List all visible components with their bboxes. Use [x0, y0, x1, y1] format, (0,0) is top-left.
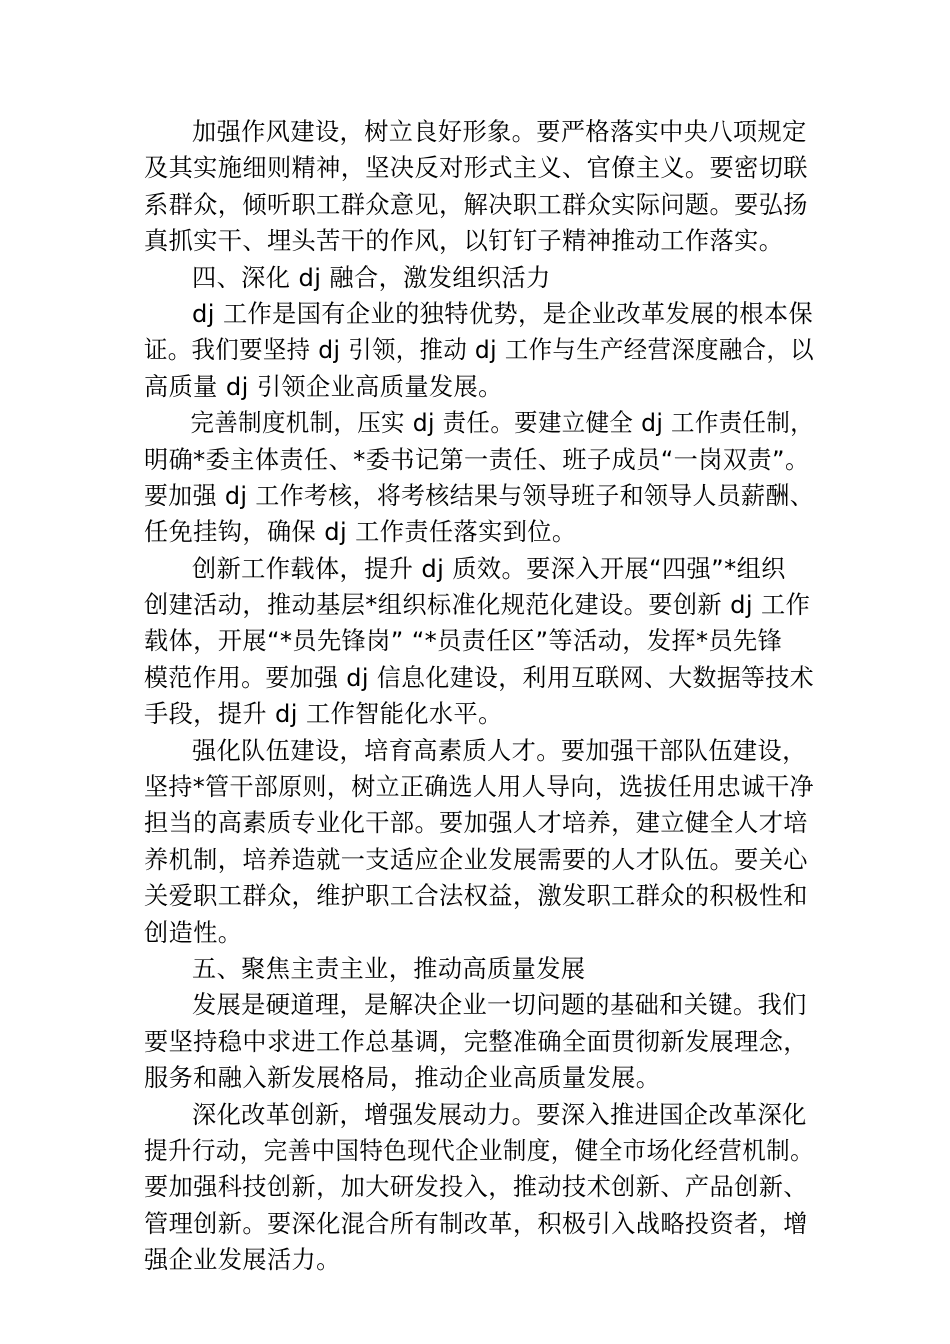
- text-line: 关爱职工群众，维护职工合法权益，激发职工群众的积极性和: [144, 882, 808, 911]
- text-line: 深化改革创新，增强发展动力。要深入推进国企改革深化: [192, 1100, 807, 1129]
- text-line: 证。我们要坚持 dj 引领，推动 dj 工作与生产经营深度融合，以: [144, 336, 815, 365]
- text-line: 手段，提升 dj 工作智能化水平。: [144, 700, 503, 729]
- text-line: 发展是硬道理，是解决企业一切问题的基础和关键。我们: [192, 991, 807, 1020]
- text-line: 任免挂钩，确保 dj 工作责任落实到位。: [144, 518, 577, 547]
- text-line: 载体，开展“*员先锋岗” “*员责任区”等活动，发挥*员先锋: [144, 627, 783, 656]
- text-line: dj 工作是国有企业的独特优势，是企业改革发展的根本保: [192, 299, 814, 328]
- text-line: 管理创新。要深化混合所有制改革，积极引入战略投资者，增: [144, 1209, 808, 1238]
- text-line: 创造性。: [144, 918, 243, 947]
- text-line: 加强作风建设，树立良好形象。要严格落实中央八项规定: [192, 118, 807, 146]
- text-line: 四、深化 dj 融合，激发组织活力: [192, 263, 551, 292]
- text-line: 高质量 dj 引领企业高质量发展。: [144, 372, 503, 401]
- text-line: 养机制，培养造就一支适应企业发展需要的人才队伍。要关心: [144, 845, 808, 874]
- text-line: 真抓实干、埋头苦干的作风，以钉钉子精神推动工作落实。: [144, 227, 784, 256]
- text-line: 五、聚焦主责主业，推动高质量发展: [192, 954, 586, 983]
- text-line: 强化队伍建设，培育高素质人才。要加强干部队伍建设，: [192, 736, 807, 765]
- text-line: 模范作用。要加强 dj 信息化建设，利用互联网、大数据等技术: [144, 663, 814, 692]
- text-line: 强企业发展活力。: [144, 1246, 341, 1275]
- text-line: 明确*委主体责任、*委书记第一责任、班子成员“一岗双责”。: [144, 445, 810, 474]
- text-line: 要坚持稳中求进工作总基调，完整准确全面贯彻新发展理念，: [144, 1027, 808, 1056]
- document-body: [144, 114, 814, 1279]
- text-line: 创建活动，推动基层*组织标准化规范化建设。要创新 dj 工作: [144, 591, 811, 620]
- text-line: 坚持*管干部原则，树立正确选人用人导向，选拔任用忠诚干净: [144, 773, 815, 802]
- text-line: 提升行动，完善中国特色现代企业制度，健全市场化经营机制。: [144, 1136, 815, 1165]
- text-line: 及其实施细则精神，坚决反对形式主义、官僚主义。要密切联: [144, 154, 808, 183]
- text-line: 要加强 dj 工作考核，将考核结果与领导班子和领导人员薪酬、: [144, 481, 814, 510]
- text-line: 创新工作载体，提升 dj 质效。要深入开展“四强”*组织: [192, 554, 786, 583]
- text-line: 完善制度机制，压实 dj 责任。要建立健全 dj 工作责任制，: [190, 409, 814, 438]
- text-line: 担当的高素质专业化干部。要加强人才培养，建立健全人才培: [144, 809, 808, 838]
- text-line: 要加强科技创新，加大研发投入，推动技术创新、产品创新、: [144, 1173, 808, 1202]
- text-line: 服务和融入新发展格局，推动企业高质量发展。: [144, 1064, 661, 1093]
- text-line: 系群众，倾听职工群众意见，解决职工群众实际问题。要弘扬: [144, 190, 808, 219]
